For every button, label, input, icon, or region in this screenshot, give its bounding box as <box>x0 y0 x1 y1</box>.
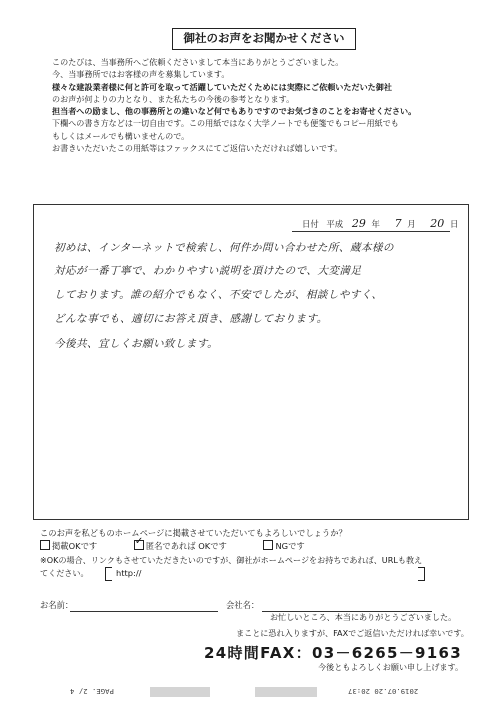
url-bracket-right <box>418 567 425 581</box>
form-title: 御社のお声をお聞かせください <box>172 28 356 50</box>
intro-line: 今、当事務所ではお客様の声を募集しています。 <box>52 69 230 80</box>
url-bracket-left <box>105 567 112 581</box>
date-day: 20 <box>430 217 445 230</box>
intro-line: もしくはメールでも構いませんので。 <box>52 130 190 141</box>
intro-line: お書きいただいたこの用紙等はファックスにてご返信いただければ嬉しいです。 <box>52 143 343 154</box>
handwritten-line: 初めは、インターネットで検索し、何件か問い合わせた所、蔵本様の <box>54 242 394 254</box>
intro-line: 担当者への励まし、他の事務所との違いなど何でもありですのでお気づきのことをお寄せください。 <box>52 106 417 117</box>
date-day-unit: 日 <box>449 219 459 229</box>
date-month: 7 <box>394 217 402 230</box>
intro-line: このたびは、当事務所へご依頼くださいまして本当にありがとうございました。 <box>52 57 344 67</box>
date-era: 平成 <box>326 219 344 229</box>
date-year: 29 <box>351 217 366 230</box>
date-year-unit: 年 <box>371 219 380 229</box>
handwritten-line: 対応が一番丁寧で、わかりやすい説明を頂けたので、大変満足 <box>54 265 362 277</box>
handwritten-line: どんな事でも、適切にお答え頂き、感謝しております。 <box>54 313 328 325</box>
fax-page-number: PAGE. 2/ 4 <box>70 687 114 696</box>
ok-note-line: てください。 <box>40 567 89 578</box>
publish-options <box>40 540 339 552</box>
option-ok[interactable] <box>40 540 97 552</box>
company-label: 会社名： <box>226 600 260 610</box>
checkbox-ok[interactable] <box>40 540 50 550</box>
url-field[interactable]: http:// <box>116 568 142 578</box>
fax-timestamp: 2019.07.20 20:37 <box>348 687 419 696</box>
date-field <box>302 217 458 230</box>
intro-line: 様々な建設業者様に何と許可を取って活躍していただくためには実際にご依頼いただいた御社 <box>52 81 392 92</box>
option-ok-label: 掲載OKです <box>52 541 98 551</box>
intro-text <box>52 56 477 154</box>
option-anonymous[interactable] <box>134 540 227 552</box>
intro-line: のお声が何よりの力となり、また私たちの今後の参考となります。 <box>52 93 295 104</box>
checkbox-ng[interactable] <box>263 540 273 550</box>
date-underline <box>292 231 450 232</box>
closing-text: 今後ともよろしくお願い申し上げます。 <box>318 662 464 672</box>
option-anonymous-label: 匿名であれば OKです <box>145 541 227 551</box>
redaction-block <box>255 687 317 697</box>
ok-note-line: ※OKの場合、リンクもさせていただきたいのですが、御社がホームページをお持ちであれば、URLも教え <box>40 555 423 565</box>
publish-question: このお声を私どものホームページに掲載させていただいてもよろしいでしょうか？ <box>40 528 347 538</box>
name-label: お名前： <box>40 600 74 610</box>
checkbox-anonymous[interactable] <box>134 540 144 550</box>
handwritten-line: しております。誰の紹介でもなく、不安でしたが、相談しやすく、 <box>54 289 383 301</box>
handwritten-line: 今後共、宜しくお願い致します。 <box>54 338 219 350</box>
date-month-unit: 月 <box>407 219 416 229</box>
redaction-block <box>150 687 210 697</box>
thanks-text: お忙しいところ、本当にありがとうございました。 <box>270 612 457 622</box>
date-label: 日付 <box>302 219 319 229</box>
fax-footer <box>0 686 500 700</box>
fax-number: 24時間FAX：03－6265－9163 <box>204 644 462 662</box>
intro-line: 下欄への書き方などは一切自由です。この用紙ではなく大学ノートでも便箋でもコピー用紙でも <box>52 118 399 129</box>
option-ng-label: NGです <box>275 541 305 551</box>
name-field[interactable] <box>70 611 218 612</box>
option-ng[interactable] <box>263 540 304 552</box>
fax-request-text: まことに恐れ入りますが、FAXでご返信いただければ幸いです。 <box>236 628 469 638</box>
